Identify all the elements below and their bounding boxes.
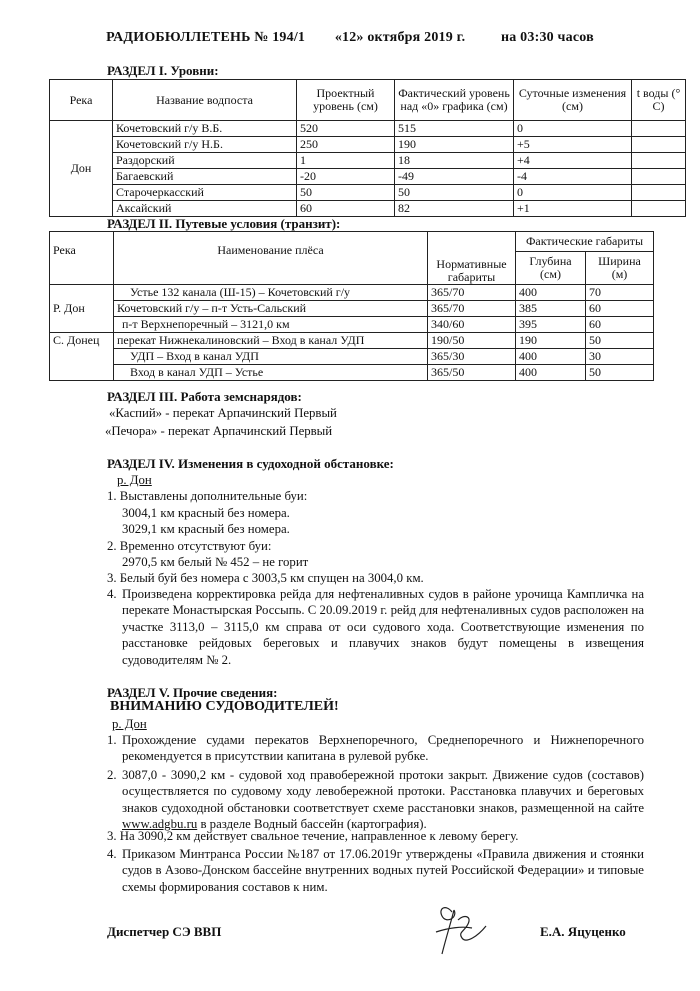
project-level: 250 [297,137,395,153]
actual-level: -49 [395,169,514,185]
col-actual-group: Фактические габариты [516,232,654,252]
reach-name: Кочетовский г/у – п-т Усть-Сальский [114,301,428,317]
river-name: С. Донец [50,333,114,381]
list-subitem: 3004,1 км красный без номера. [122,506,290,520]
norm-dims: 190/50 [428,333,516,349]
daily-change: +4 [514,153,632,169]
table-row [50,333,654,349]
reach-name: Вход в канал УДП – Устье [114,365,428,381]
reach-name: п-т Верхнепоречный – 3121,0 км [114,317,428,333]
norm-dims: 365/70 [428,301,516,317]
station-name: Аксайский [113,201,297,217]
daily-change: +5 [514,137,632,153]
station-name: Раздорский [113,153,297,169]
station-name: Багаевский [113,169,297,185]
water-temp [632,153,686,169]
project-level: 1 [297,153,395,169]
col-actual-level: Фактический уровень над «0» графика (см) [395,80,514,121]
width: 30 [586,349,654,365]
dredger-line: «Печора» - перекат Арпачинский Первый [105,424,333,438]
river-label: р. Дон [112,717,147,731]
section4-heading: РАЗДЕЛ IV. Изменения в судоходной обстановке: [107,456,394,471]
list-item-number: 2. [107,768,117,782]
table-row [50,185,686,201]
river-name: Р. Дон [50,285,114,333]
list-item-number: 1. [107,733,117,747]
list-item: 3. На 3090,2 км действует свальное течение, направленное к левому берегу. [107,829,519,843]
width: 50 [586,333,654,349]
list-item-number: 4. [107,847,117,861]
col-reach: Наименование плёса [114,232,428,285]
website-link[interactable]: www.adgbu.ru [122,817,198,832]
list-subitem: 3029,1 км красный без номера. [122,522,290,536]
col-water-temp: t воды (° С) [632,80,686,121]
list-item: 3. Белый буй без номера с 3003,5 км спущен на 3004,0 км. [107,571,424,585]
table-row [50,137,686,153]
table-row [50,301,654,317]
col-river: Река [50,80,113,121]
norm-dims: 340/60 [428,317,516,333]
col-width: Ширина (м) [586,251,654,284]
table-row [50,285,654,301]
water-temp [632,121,686,137]
reach-name: перекат Нижнекалиновский – Вход в канал УДП [114,333,428,349]
levels-table [49,79,686,217]
table-row [50,317,654,333]
actual-level: 515 [395,121,514,137]
river-label: р. Дон [117,473,152,487]
depth: 400 [516,349,586,365]
depth: 400 [516,285,586,301]
width: 60 [586,301,654,317]
depth: 190 [516,333,586,349]
col-river: Река [50,232,114,285]
signatory-name: Е.А. Яцуценко [540,924,626,939]
section3-heading: РАЗДЕЛ III. Работа земснарядов: [107,389,302,404]
route-table [49,231,654,381]
table-row [50,201,686,217]
daily-change: -4 [514,169,632,185]
reach-name: УДП – Вход в канал УДП [114,349,428,365]
col-daily-change: Суточные изменения (см) [514,80,632,121]
norm-dims: 365/70 [428,285,516,301]
list-item: Приказом Минтранса России №187 от 17.06.2019г утверждены «Правила движения и стоянки судов в Азово-Донском бассейне внутренних водных путей Российской Федерации» и типовые схемы формирования составов к ним. [122,847,644,894]
norm-dims: 365/30 [428,349,516,365]
col-norm: Нормативные габариты [428,232,516,285]
water-temp [632,169,686,185]
list-subitem: 2970,5 км белый № 452 – не горит [122,555,309,569]
section2-heading: РАЗДЕЛ II. Путевые условия (транзит): [107,216,341,231]
table-row [50,349,654,365]
table-row [50,365,654,381]
list-item-number: 4. [107,587,117,601]
norm-dims: 365/50 [428,365,516,381]
station-name: Кочетовский г/у Н.Б. [113,137,297,153]
project-level: 50 [297,185,395,201]
project-level: -20 [297,169,395,185]
actual-level: 50 [395,185,514,201]
table-row [50,153,686,169]
bulletin-date: «12» октября 2019 г. [334,30,466,45]
table-row [50,121,686,137]
water-temp [632,185,686,201]
daily-change: +1 [514,201,632,217]
bulletin-title [0,30,700,46]
section5-heading: РАЗДЕЛ V. Прочие сведения: [107,685,278,700]
signatory-position: Диспетчер СЭ ВВП [107,924,222,939]
attention-heading: ВНИМАНИЮ СУДОВОДИТЕЛЕЙ! [110,699,339,714]
section1-heading: РАЗДЕЛ I. Уровни: [107,63,219,78]
signature-image [418,902,498,958]
width: 50 [586,365,654,381]
list-item: Прохождение судами перекатов Верхнепоречного, Среднепоречного и Нижнепоречного рекомендуется в присутствии капитана в рулевой рубке. [122,733,644,764]
actual-level: 190 [395,137,514,153]
water-temp [632,137,686,153]
width: 70 [586,285,654,301]
station-name: Старочеркасский [113,185,297,201]
actual-level: 82 [395,201,514,217]
list-item: 2. Временно отсутствуют буи: [107,539,272,553]
water-temp [632,201,686,217]
station-name: Кочетовский г/у В.Б. [113,121,297,137]
depth: 385 [516,301,586,317]
table-row [50,169,686,185]
col-depth: Глубина (см) [516,251,586,284]
depth: 395 [516,317,586,333]
col-station: Название водпоста [113,80,297,121]
list-item-text: 3087,0 - 3090,2 км - судовой ход правобережной протоки закрыт. Движение судов (составов) осуществляется по судовому ходу левобережной протоки. Расстановка плавучих и береговых знаков судоходной обстановки соответствует схеме расстановки знаков, размещенной на сайте [122,768,644,815]
daily-change: 0 [514,121,632,137]
width: 60 [586,317,654,333]
daily-change: 0 [514,185,632,201]
project-level: 60 [297,201,395,217]
bulletin-number: РАДИОБЮЛЛЕТЕНЬ № 194/1 [106,30,306,45]
depth: 400 [516,365,586,381]
list-item: Произведена корректировка рейда для нефтеналивных судов в районе урочища Кампличка на перекате Монастырская Россыпь. С 20.09.2019 г. рейд для нефтеналивных судов расположен на участке 3113,0 – 3115,0 км справа от оси судового хода. Соответствующие изменения по расстановке рейдовых береговых и плавучих знаков будут помещены в извещения судоводителям № 2. [122,587,644,667]
river-name: Дон [50,121,113,217]
list-item: 1. Выставлены дополнительные буи: [107,489,308,503]
bulletin-time: на 03:30 часов [501,30,594,45]
list-item-text: в разделе Водный бассейн (картография). [200,817,427,832]
list-item [122,767,644,833]
dredger-line: «Каспий» - перекат Арпачинский Первый [109,406,337,420]
project-level: 520 [297,121,395,137]
actual-level: 18 [395,153,514,169]
col-project-level: Проектный уровень (см) [297,80,395,121]
reach-name: Устье 132 канала (Ш-15) – Кочетовский г/у [114,285,428,301]
